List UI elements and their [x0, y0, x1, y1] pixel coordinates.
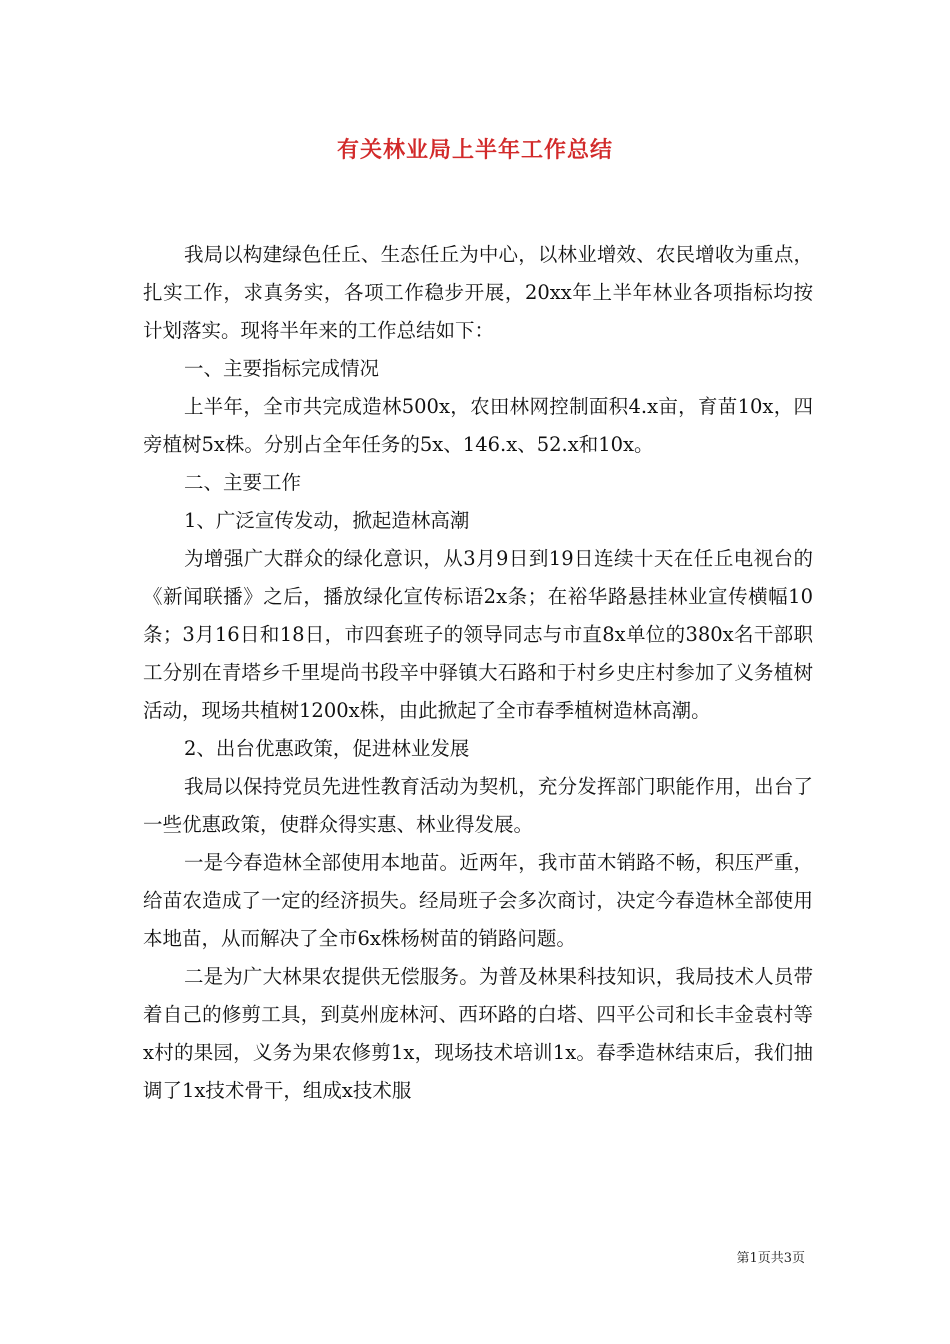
- heading-key-indicators: 一、主要指标完成情况: [183, 357, 379, 380]
- heading-main-work: 二、主要工作: [183, 471, 301, 494]
- subheading-publicity: 1、广泛宣传发动，掀起造林高潮: [183, 509, 470, 532]
- paragraph-indicators: 上半年，全市共完成造林500x，农田林网控制面积4.x亩，育苗10x，四旁植树5x株。分别占全年任务的5x、146.x、52.x和10x。: [143, 395, 813, 456]
- paragraph-free-service: 二是为广大林果农提供无偿服务。为普及林果科技知识，我局技术人员带着自己的修剪工具，到莫州庞林河、西环路的白塔、四平公司和长丰金袁村等x村的果园，义务为果农修剪1x，现场技术培训1x。春季造林结束后，我们抽调了1x技术骨干，组成x技术服: [143, 965, 813, 1102]
- page-footer: 第1页共3页: [736, 1251, 805, 1266]
- paragraph-intro: 我局以构建绿色任丘、生态任丘为中心，以林业增效、农民增收为重点，扎实工作，求真务实，各项工作稳步开展，20xx年上半年林业各项指标均按计划落实。现将半年来的工作总结如下：: [143, 243, 813, 342]
- document-body: [143, 236, 813, 1110]
- document-title: 有关林业局上半年工作总结: [336, 138, 613, 163]
- paragraph-policy: 我局以保持党员先进性教育活动为契机，充分发挥部门职能作用，出台了一些优惠政策，使群众得实惠、林业得发展。: [143, 775, 813, 836]
- subheading-policy: 2、出台优惠政策，促进林业发展: [183, 737, 470, 760]
- paragraph-local-seedlings: 一是今春造林全部使用本地苗。近两年，我市苗木销路不畅，积压严重，给苗农造成了一定的经济损失。经局班子会多次商讨，决定今春造林全部使用本地苗，从而解决了全市6x株杨树苗的销路问题。: [143, 851, 813, 950]
- paragraph-publicity: 为增强广大群众的绿化意识，从3月9日到19日连续十天在任丘电视台的《新闻联播》之后，播放绿化宣传标语2x条；在裕华路悬挂林业宣传横幅10条；3月16日和18日，市四套班子的领导同志与市直8x单位的380x名干部职工分别在青塔乡千里堤尚书段辛中驿镇大石路和于村乡史庄村参加了义务植树活动，现场共植树1200x株，由此掀起了全市春季植树造林高潮。: [143, 547, 813, 722]
